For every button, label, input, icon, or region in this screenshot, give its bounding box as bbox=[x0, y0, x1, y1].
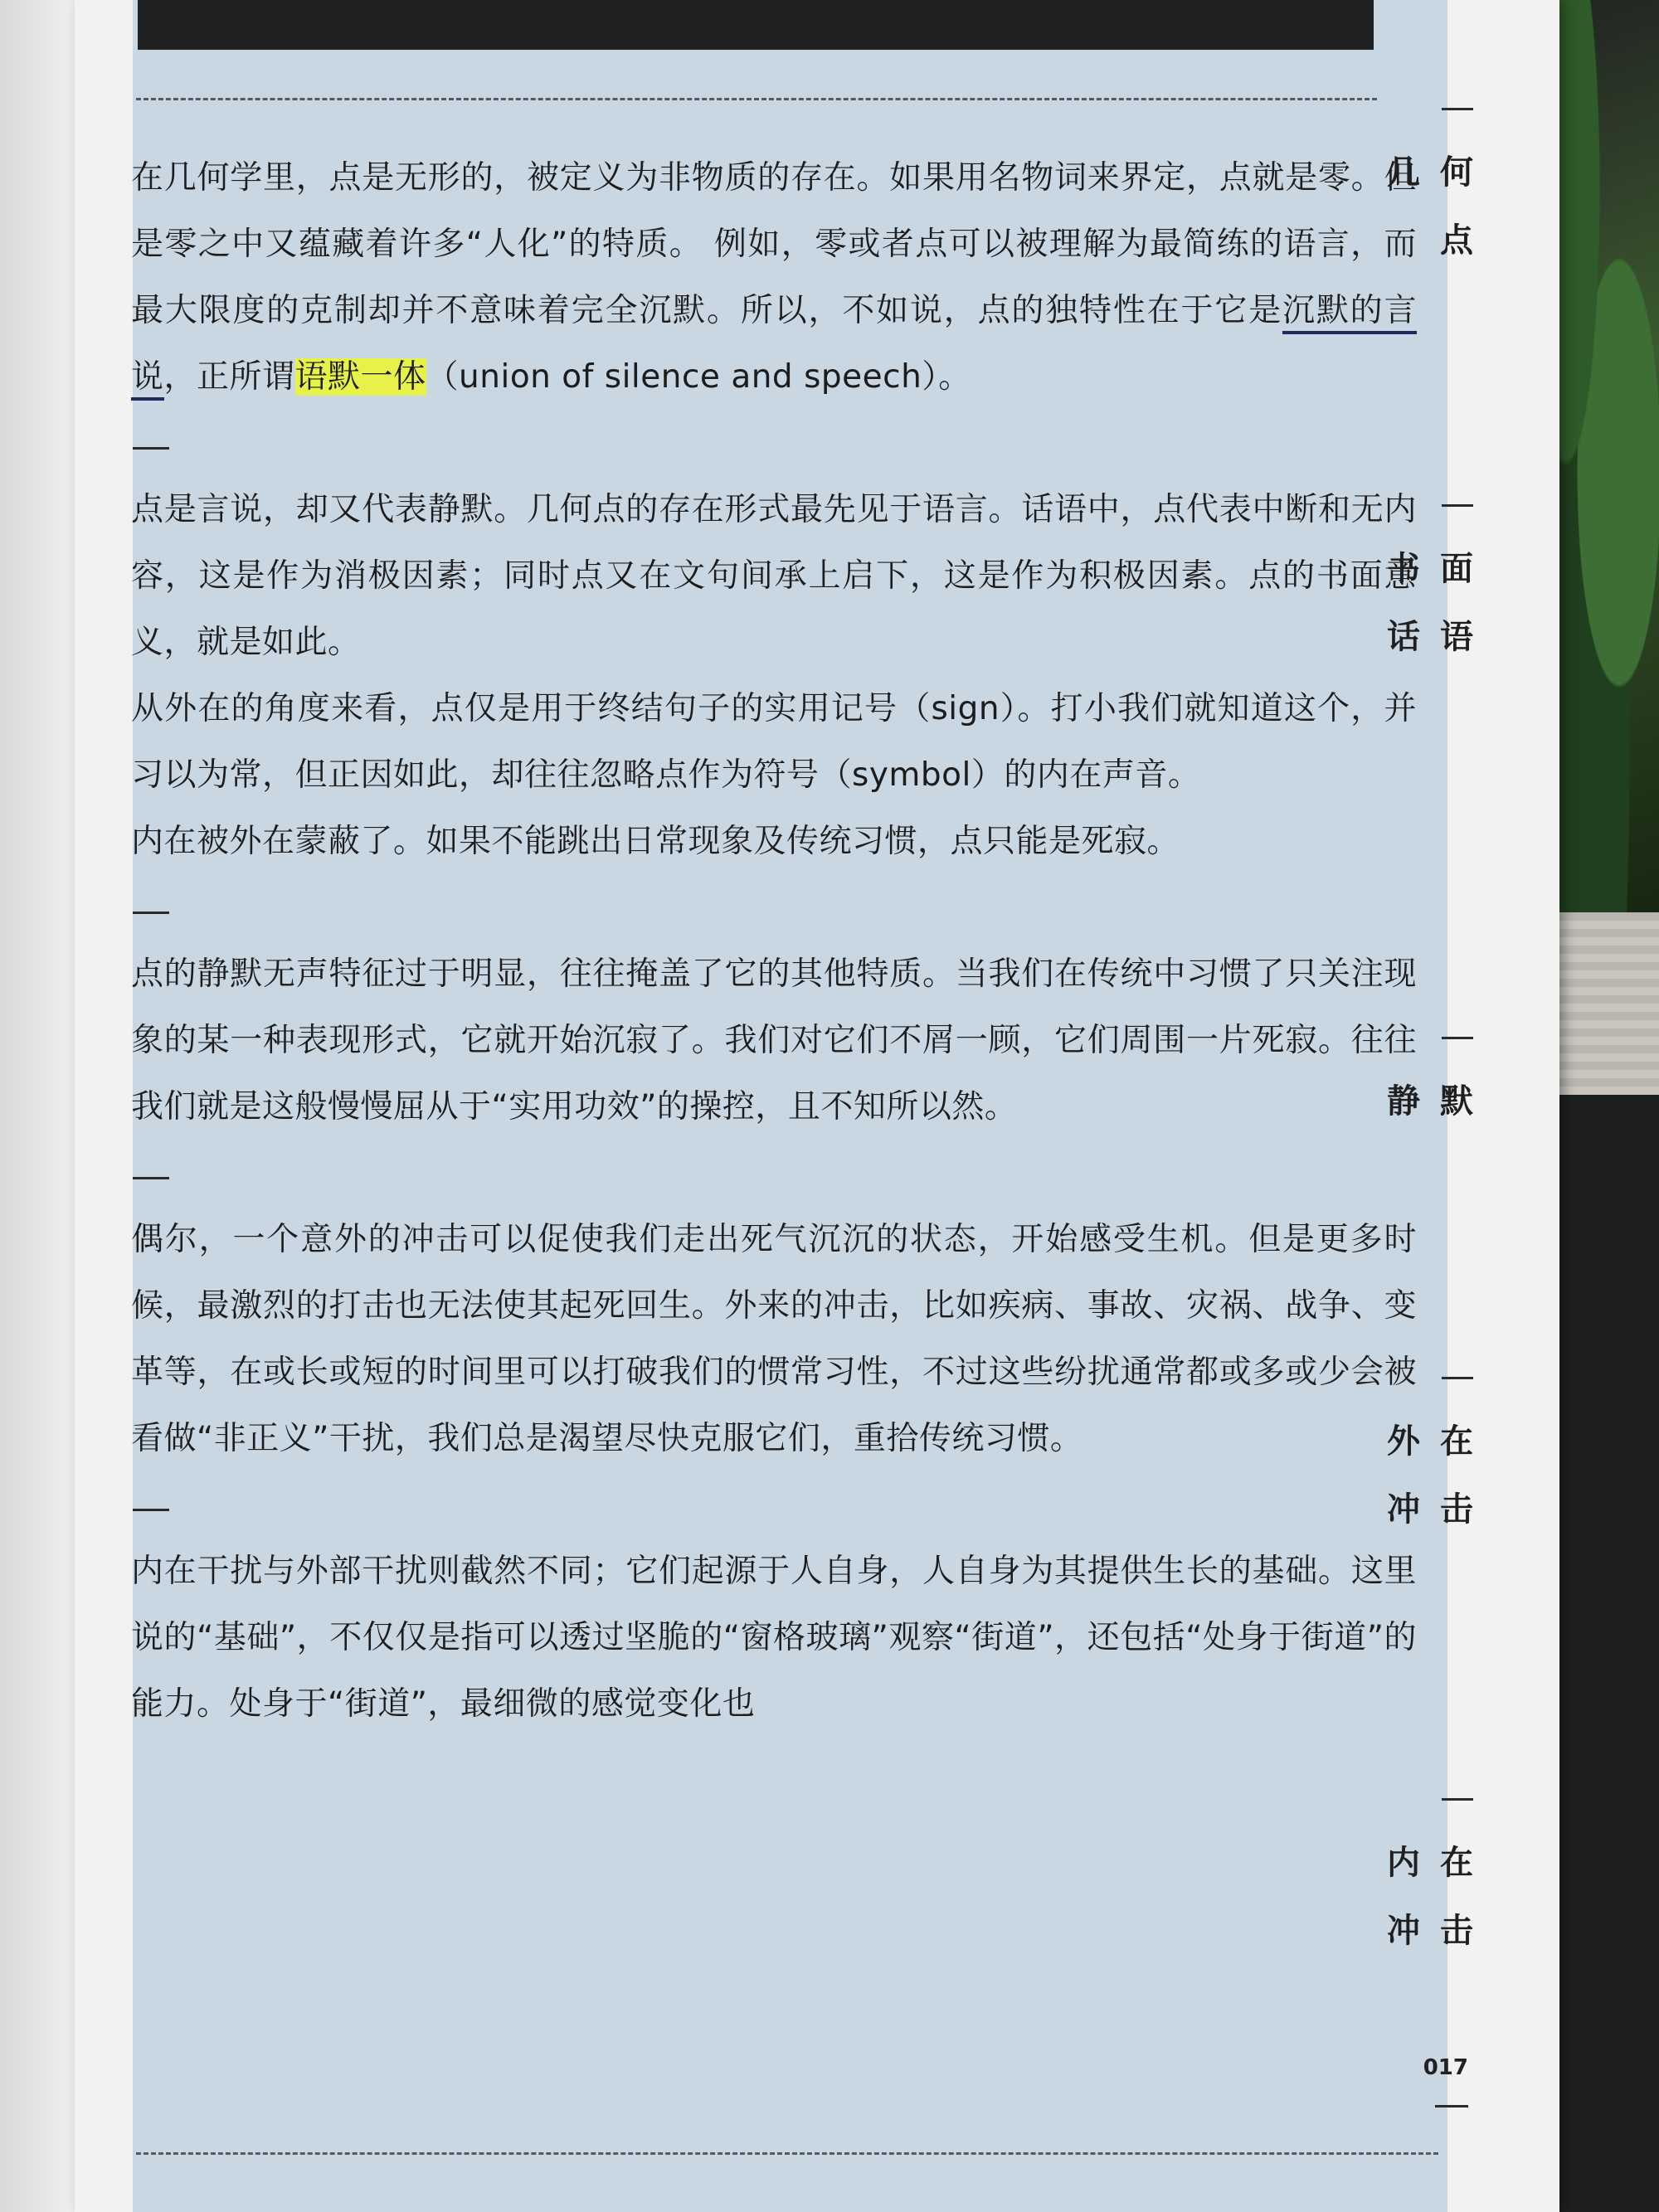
bottom-dashed-rule bbox=[136, 2152, 1438, 2155]
side-note-line: 外在 bbox=[1387, 1422, 1493, 1461]
underlined-phrase: 沉默的言说 bbox=[131, 292, 1417, 401]
left-page-edge bbox=[0, 0, 75, 2212]
side-note-rule bbox=[1442, 108, 1473, 110]
side-note-line: 书面 bbox=[1387, 550, 1493, 588]
side-note-rule bbox=[1442, 1377, 1473, 1379]
section-separator bbox=[131, 411, 1417, 477]
body-text bbox=[131, 145, 1417, 1738]
page-number-rule bbox=[1435, 2105, 1468, 2107]
section-separator bbox=[131, 1472, 1417, 1539]
side-note-silence bbox=[1387, 1037, 1493, 1135]
side-note-line: 内在 bbox=[1387, 1844, 1493, 1882]
paragraph: 从外在的角度来看，点仅是用于终结句子的实用记号（sign）。打小我们就知道这个，并习以为常，但正因如此，却往往忽略点作为符号（symbol）的内在声音。 bbox=[131, 690, 1417, 794]
side-note-line: 冲击 bbox=[1387, 1912, 1493, 1950]
side-note-line: 话语 bbox=[1387, 618, 1493, 656]
side-note-written-discourse bbox=[1387, 504, 1493, 671]
top-bar bbox=[138, 0, 1374, 50]
side-note-rule bbox=[1442, 504, 1473, 507]
page-number: 017 bbox=[1423, 2055, 1468, 2080]
side-note-line: 几何 bbox=[1387, 153, 1493, 192]
paragraph-text: ，正所谓 bbox=[163, 358, 295, 396]
section-separator bbox=[131, 875, 1417, 941]
paragraph-text: （union of silence and speech）。 bbox=[426, 358, 971, 396]
side-note-line: 静默 bbox=[1387, 1082, 1493, 1121]
book-page bbox=[75, 0, 1559, 2212]
side-note-line: 冲击 bbox=[1387, 1490, 1493, 1529]
top-dashed-rule bbox=[136, 98, 1377, 100]
side-note-line: 点 bbox=[1440, 221, 1493, 260]
paragraph: 点是言说，却又代表静默。几何点的存在形式最先见于语言。话语中，点代表中断和无内容，这是作为消极因素；同时点又在文句间承上启下，这是作为积极因素。点的书面意义，就是如此。 bbox=[131, 491, 1417, 661]
paragraph-geometric-point bbox=[131, 145, 1417, 411]
side-note-rule bbox=[1442, 1798, 1473, 1801]
paragraph-text: 在几何学里，点是无形的，被定义为非物质的存在。如果用名物词来界定，点就是零。但是零之中又蕴藏着许多“人化”的特质。 例如，零或者点可以被理解为最简练的语言，而最大限度的克制却并不意味着完全沉默。所以，不如说，点的独特性在于它是 bbox=[131, 159, 1417, 329]
highlighted-phrase: 语默一体 bbox=[294, 358, 426, 396]
paragraph: 偶尔，一个意外的冲击可以促使我们走出死气沉沉的状态，开始感受生机。但是更多时候，最激烈的打击也无法使其起死回生。外来的冲击，比如疾病、事故、灾祸、战争、变革等，在或长或短的时间里可以打破我们的惯常习性，不过这些纷扰通常都或多或少会被看做“非正义”干扰，我们总是渴望尽快克服它们，重拾传统习惯。 bbox=[131, 1221, 1417, 1457]
side-note-internal-impact bbox=[1387, 1798, 1493, 1965]
side-note-external-impact bbox=[1387, 1377, 1493, 1544]
paragraph: 内在被外在蒙蔽了。如果不能跳出日常现象及传统习惯，点只能是死寂。 bbox=[131, 823, 1180, 860]
paragraph: 内在干扰与外部干扰则截然不同；它们起源于人自身，人自身为其提供生长的基础。这里说的“基础”，不仅仅是指可以透过坚脆的“窗格玻璃”观察“街道”，还包括“处身于街道”的能力。处身于“街道”，最细微的感觉变化也 bbox=[131, 1553, 1417, 1723]
paragraph: 点的静默无声特征过于明显，往往掩盖了它的其他特质。当我们在传统中习惯了只关注现象的某一种表现形式，它就开始沉寂了。我们对它们不屑一顾，它们周围一片死寂。往往我们就是这般慢慢屈从于“实用功效”的操控，且不知所以然。 bbox=[131, 955, 1417, 1125]
section-separator bbox=[131, 1140, 1417, 1207]
side-note-geometric-point bbox=[1387, 108, 1493, 275]
side-note-rule bbox=[1442, 1037, 1473, 1039]
